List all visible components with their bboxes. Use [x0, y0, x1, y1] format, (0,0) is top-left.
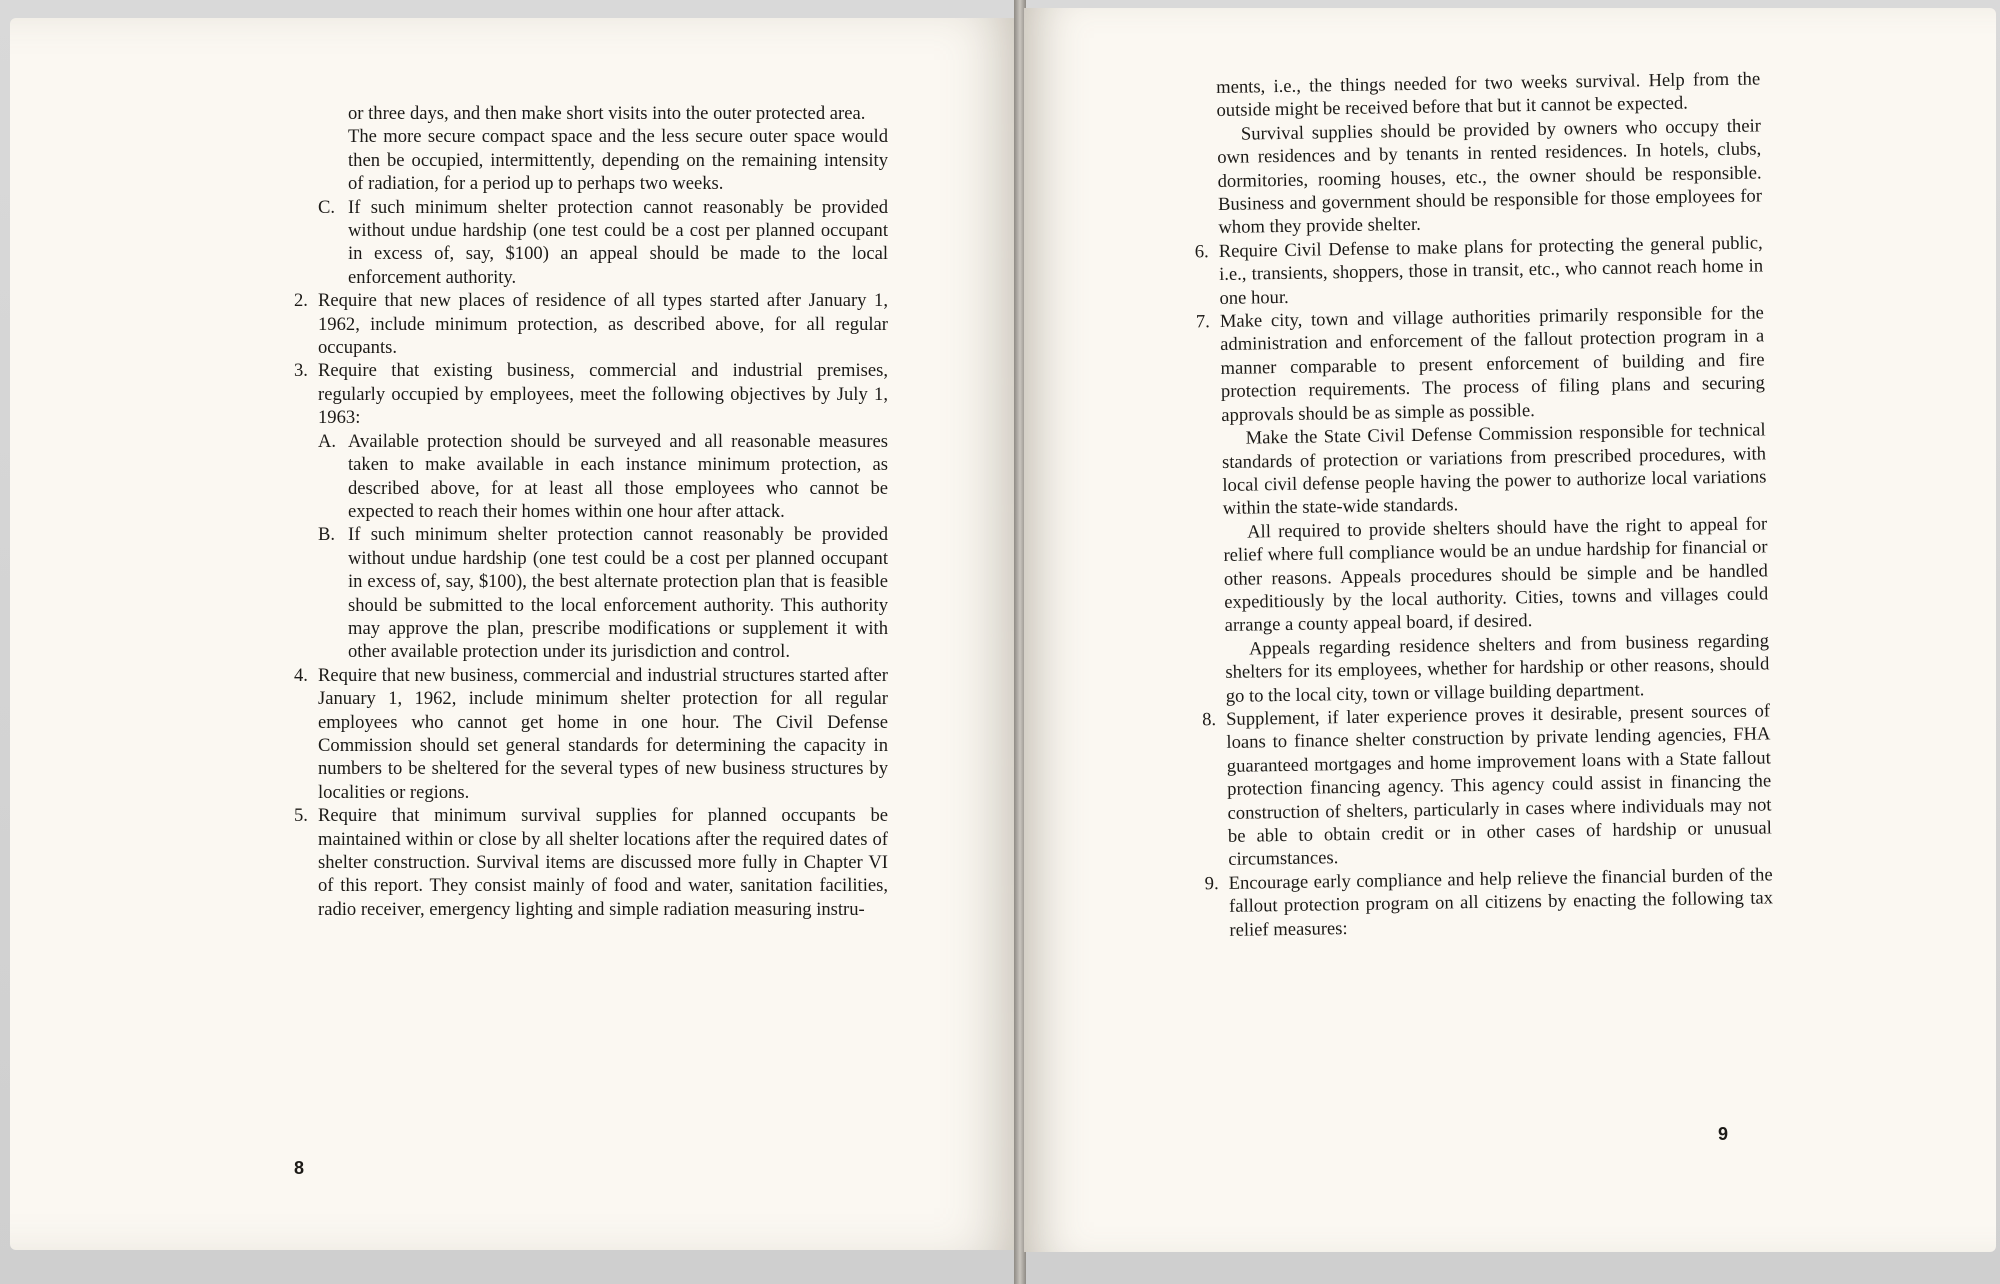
item-3a-label: A. — [318, 430, 337, 452]
paragraph-continuation: or three days, and then make short visits into the outer protected area. — [348, 103, 866, 124]
item-2 — [294, 289, 888, 359]
left-page — [10, 18, 1016, 1250]
item-c — [318, 196, 888, 290]
paragraph-right-to-appeal: All required to provide shelters should have the right to appeal for relief where full compliance would be an undue hardship for financial or other reasons. Appeals procedures should be simple and be handled expeditiously by the local authority. Cities, towns and villages could arrange a county appeal board, if desired. — [1223, 513, 1769, 637]
item-4-text: Require that new business, commercial and industrial structures started after January 1, 1962, include minimum shelter protection for all regular employees who cannot get home in one hour. The Civil Defense Commission should set general standards for determining the capacity in numbers to be sheltered for the several types of new business structures by localities or regions. — [318, 664, 888, 803]
item-8-number: 8. — [1201, 709, 1217, 731]
item-3 — [294, 359, 888, 429]
item-3a — [318, 430, 888, 524]
item-4 — [294, 664, 888, 804]
item-3b-text: If such minimum shelter protection cannot reasonably be provided without undue hardship (one test could be a cost per planned occupant in excess of, say, $100), the best alternate protection plan that is feasible should be submitted to the local enforcement authority. This authority may approve the plan, prescribe modifications or supplement it with other available protection under its jurisdiction and control. — [348, 524, 888, 663]
item-5 — [294, 804, 888, 921]
page-number: 9 — [1718, 1124, 1729, 1144]
item-6 — [1194, 231, 1764, 310]
item-6-text: Require Civil Defense to make plans for protecting the general public, i.e., transients, shoppers, those in transit, etc., who cannot reach home in one hour. — [1218, 232, 1764, 309]
item-7 — [1195, 301, 1766, 427]
item-c-label: C. — [318, 196, 336, 218]
item-c-text: If such minimum shelter protection cannot reasonably be provided without undue hardship (one test could be a cost per planned occupant in excess of, say, $100) an appeal should be made to the local enforcement authority. — [348, 196, 888, 288]
item-7-number: 7. — [1195, 311, 1210, 333]
item-3b — [318, 523, 888, 663]
page-number: 8 — [294, 1158, 305, 1178]
item-5-continuation: ments, i.e., the things needed for two weeks survival. Help from the outside might be received before that but it cannot be expected. — [1216, 68, 1761, 122]
paragraph-appeals-residence: Appeals regarding residence shelters and from business regarding shelters for its employees, whether for hardship or other reasons, should go to the local city, town or village building department. — [1225, 630, 1770, 707]
paragraph-state-commission: Make the State Civil Defense Commission responsible for technical standards of protection or variations from prescribed procedures, with local civil defense people having the power to authorize local variations within the state-wide standards. — [1221, 419, 1767, 520]
item-3a-text: Available protection should be surveyed and all reasonable measures taken to make available in each instance minimum protection, as described above, for at least all those employees who cannot be expected to reach their homes within one hour after attack. — [348, 430, 888, 522]
item-8 — [1201, 699, 1773, 871]
item-2-text: Require that new places of residence of all types started after January 1, 1962, include minimum protection, as described above, for all regular occupants. — [318, 290, 888, 359]
item-7-text: Make city, town and village authorities primarily responsible for the administration and enforcement of the fallout protection program in a manner comparable to present enforcement of building and fire protection requirements. The process of filing plans and securing approvals should be as simple as possible. — [1219, 302, 1766, 426]
item-3b-label: B. — [318, 524, 336, 546]
paragraph-survival-supplies: Survival supplies should be provided by owners who occupy their own residences and by tenants in rented residences. In hotels, clubs, dormitories, rooming houses, etc., the owner should be responsible. Business and government should be responsible for those employees for whom they provide shelter. — [1217, 115, 1763, 239]
item-3-number: 3. — [294, 360, 308, 382]
item-9-text: Encourage early compliance and help relieve the financial burden of the fallout protection program on all citizens by enacting the following tax relief measures: — [1228, 864, 1774, 941]
item-3-text: Require that existing business, commercial and industrial premises, regularly occupied by employees, meet the following objectives by July 1, 1963: — [318, 360, 888, 429]
item-5-text: Require that minimum survival supplies for planned occupants be maintained within or close by all shelter locations after the required dates of shelter construction. Survival items are discussed more fully in Chapter VI of this report. They consist mainly of food and water, sanitation facilities, radio receiver, emergency lighting and simple radiation measuring instru- — [318, 805, 888, 920]
item-9-number: 9. — [1204, 872, 1219, 895]
item-6-number: 6. — [1194, 240, 1209, 263]
paragraph-secure-space: The more secure compact space and the less secure outer space would then be occupied, intermittently, depending on the remaining intensity of radiation, for a period up to perhaps two weeks. — [348, 126, 888, 195]
right-page-text — [1194, 67, 1774, 941]
item-4-number: 4. — [294, 664, 308, 686]
right-page — [1024, 8, 1996, 1252]
item-5-number: 5. — [294, 805, 308, 827]
left-page-text — [294, 102, 888, 921]
item-2-number: 2. — [294, 290, 308, 312]
item-9 — [1204, 863, 1774, 942]
item-8-text: Supplement, if later experience proves it desirable, present sources of loans to finance shelter construction by private lending agencies, FHA guaranteed mortgages and home improvement loans with a State fallout protection financing agency. This agency could assist in financing the construction of shelters, particularly in cases where individuals may not be able to obtain credit or in other cases of hardship or unusual circumstances. — [1225, 700, 1773, 871]
